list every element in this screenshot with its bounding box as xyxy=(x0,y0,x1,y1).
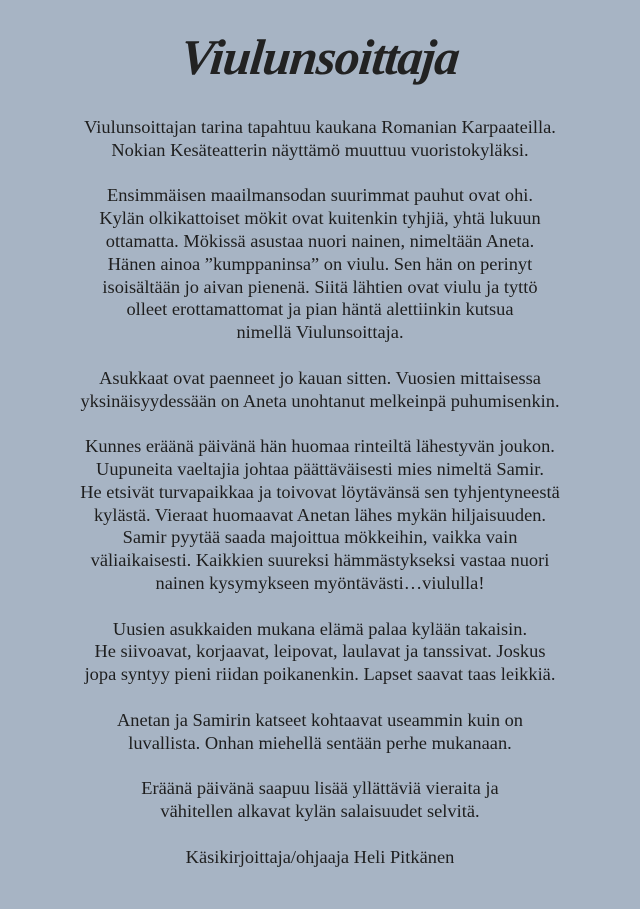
text-line: Uupuneita vaeltajia johtaa päättäväisesti mies nimeltä Samir. xyxy=(96,458,544,479)
text-line: Asukkaat ovat paenneet jo kauan sitten. Vuosien mittaisessa xyxy=(99,367,541,388)
text-line: Kylän olkikattoiset mökit ovat kuitenkin tyhjiä, yhtä lukuun xyxy=(99,208,541,229)
text-line: isoisältään jo aivan pienenä. Siitä lähtien ovat viulu ja tyttö xyxy=(102,276,538,297)
author-credit xyxy=(0,846,640,869)
text-line: Anetan ja Samirin katseet kohtaavat useammin kuin on xyxy=(116,709,524,730)
text-line: He etsivät turvapaikkaa ja toivovat löytävänsä sen tyhjentyneestä xyxy=(80,481,560,502)
text-line: nainen kysymykseen myöntävästi…viululla! xyxy=(155,572,485,593)
text-line: Hänen ainoa ”kumppaninsa” on viulu. Sen hän on perinyt xyxy=(107,253,533,274)
text-line: Uusien asukkaiden mukana elämä palaa kylään takaisin. xyxy=(112,618,528,639)
text-line: Ensimmäisen maailmansodan suurimmat pauhut ovat ohi. xyxy=(107,185,533,206)
page-title: Viulunsoittaja xyxy=(178,29,462,85)
text-line: Viulunsoittajan tarina tapahtuu kaukana Romanian Karpaateilla. xyxy=(84,117,556,137)
text-line: ottamatta. Mökissä asustaa nuori nainen, nimeltään Aneta. xyxy=(105,230,535,251)
text-line: väliaikaisesti. Kaikkien suureksi hämmästykseksi vastaa nuori xyxy=(90,550,550,571)
body-text xyxy=(0,116,640,891)
paragraph-samir xyxy=(0,435,640,595)
text-line: Eräänä päivänä saapuu lisää yllättäviä vieraita ja xyxy=(141,778,499,799)
paragraph-aneta xyxy=(0,184,640,344)
text-line: olleet erottamattomat ja pian häntä alettiinkin kutsua xyxy=(126,299,514,320)
text-line: Nokian Kesäteatterin näyttämö muuttuu vuoristokyläksi. xyxy=(111,139,529,160)
text-line: Käsikirjoittaja/ohjaaja Heli Pitkänen xyxy=(185,846,455,867)
text-line: nimellä Viulunsoittaja. xyxy=(236,322,404,343)
paragraph-new-life xyxy=(0,618,640,686)
paragraph-glances xyxy=(0,709,640,755)
paragraph-secrets xyxy=(0,777,640,823)
paragraph-loneliness xyxy=(0,367,640,413)
text-line: kylästä. Vieraat huomaavat Anetan lähes mykän hiljaisuuden. xyxy=(93,504,547,525)
text-line: Kunnes eräänä päivänä hän huomaa rinteiltä lähestyvän joukon. xyxy=(85,436,555,457)
text-line: Samir pyytää saada majoittua mökkeihin, vaikka vain xyxy=(122,527,518,548)
text-line: yksinäisyydessään on Aneta unohtanut melkeinpä puhumisenkin. xyxy=(80,390,560,411)
paragraph-intro xyxy=(0,116,640,162)
text-line: jopa syntyy pieni riidan poikanenkin. Lapset saavat taas leikkiä. xyxy=(84,664,556,685)
text-line: vähitellen alkavat kylän salaisuudet selvitä. xyxy=(160,800,480,821)
text-line: luvallista. Onhan miehellä sentään perhe mukanaan. xyxy=(128,732,512,753)
text-line: He siivoavat, korjaavat, leipovat, laulavat ja tanssivat. Joskus xyxy=(94,641,546,662)
